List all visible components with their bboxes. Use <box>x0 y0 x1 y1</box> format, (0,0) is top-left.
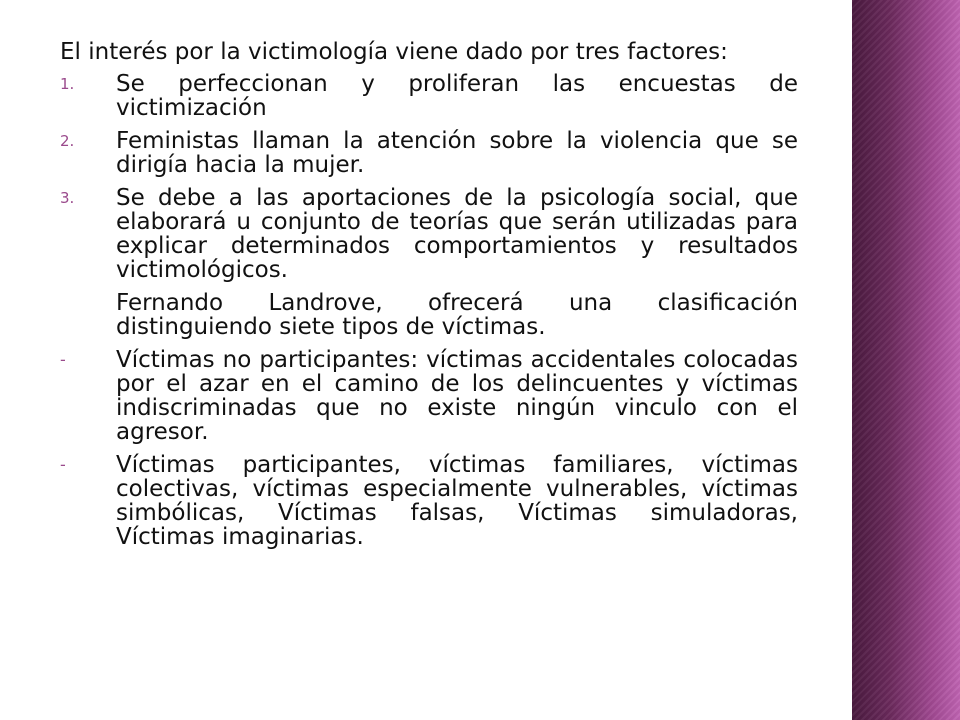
numbered-item-2 <box>60 129 798 177</box>
decorative-side-band <box>852 0 960 720</box>
numbered-item-3 <box>60 186 798 282</box>
dash-item-1 <box>60 348 798 444</box>
dash-item-2 <box>60 453 798 549</box>
side-band-texture <box>852 0 960 720</box>
intro-paragraph: El interés por la victimología viene dado por tres factores: <box>60 39 728 65</box>
list-item-text: Se perfeccionan y proliferan las encuestas de victimización <box>116 71 798 121</box>
dash-bullet: - <box>60 350 66 369</box>
slide-content <box>60 40 798 558</box>
paragraph-text: Fernando Landrove, ofrecerá una clasificación distinguiendo siete tipos de víctimas. <box>116 290 798 340</box>
list-number: 2. <box>60 132 75 150</box>
list-item-text: Feministas llaman la atención sobre la violencia que se dirigía hacia la mujer. <box>116 128 798 178</box>
list-number: 1. <box>60 75 75 93</box>
list-number: 3. <box>60 189 75 207</box>
list-item-text: Víctimas participantes, víctimas familiares, víctimas colectivas, víctimas especialmente vulnerables, víctimas simbólicas, Víctimas falsas, Víctimas simuladoras, Víctimas imaginarias. <box>116 452 798 550</box>
list-item-text: Se debe a las aportaciones de la psicología social, que elaborará u conjunto de teorías que serán utilizadas para explicar determinados comportamientos y resultados victimológicos. <box>116 185 798 283</box>
numbered-item-1 <box>60 72 798 120</box>
landrove-paragraph <box>60 291 798 339</box>
dash-bullet: - <box>60 455 66 474</box>
list-item-text: Víctimas no participantes: víctimas accidentales colocadas por el azar en el camino de los delincuentes y víctimas indiscriminadas que no existe ningún vinculo con el agresor. <box>116 347 798 445</box>
